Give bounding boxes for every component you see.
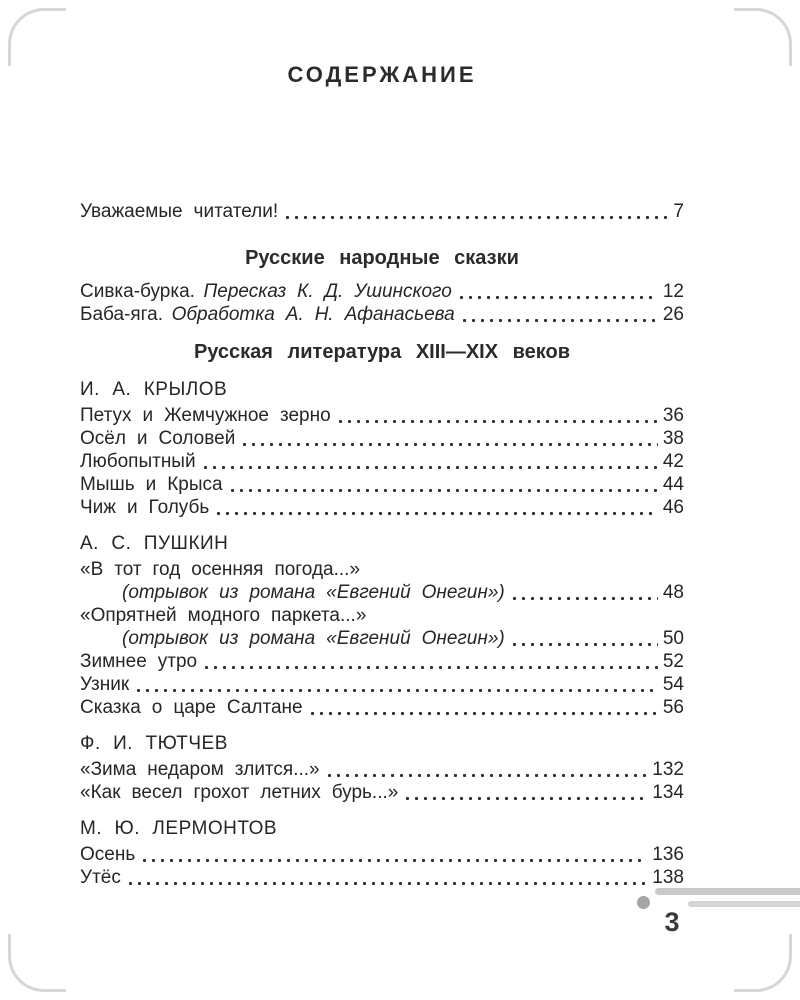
toc-entry (80, 303, 684, 326)
author-entries (80, 558, 684, 719)
dot-leader (513, 597, 658, 600)
toc-entry-multiline (80, 604, 684, 650)
footer-ornament-bar (688, 901, 800, 907)
toc-entry (80, 200, 684, 223)
section-heading-literature: Русская литература XIII—XIX веков (193, 341, 571, 363)
page-border-corner (734, 934, 792, 992)
entry-page: 138 (652, 867, 684, 888)
toc-entry (80, 427, 684, 450)
author-entries (80, 843, 684, 889)
toc-entry (80, 781, 684, 804)
folio-page-number: 3 (664, 907, 680, 937)
dot-leader (243, 443, 658, 446)
entry-title: «Опрятней модного паркета...» (80, 605, 367, 626)
entry-page: 26 (662, 304, 684, 325)
entry-page: 56 (662, 697, 684, 718)
dot-leader (143, 859, 647, 862)
author-pushkin: А. С. ПУШКИН (80, 533, 229, 554)
entry-title: Утёс (80, 867, 121, 888)
author-tyutchev: Ф. И. ТЮТЧЕВ (80, 733, 228, 754)
dot-leader (311, 712, 658, 715)
entry-title: Уважаемые читатели! (80, 201, 279, 222)
entry-title: Чиж и Голубь (80, 497, 210, 518)
entry-page: 42 (662, 451, 684, 472)
entry-page: 136 (652, 844, 684, 865)
entry-page: 132 (652, 759, 684, 780)
page-title: СОДЕРЖАНИЕ (287, 62, 477, 87)
entry-title: Сивка-бурка. (80, 281, 195, 302)
entry-title: Зимнее утро (80, 651, 198, 672)
dot-leader (328, 774, 648, 777)
author-lermontov: М. Ю. ЛЕРМОНТОВ (80, 818, 278, 839)
page-border-corner (8, 934, 66, 992)
entry-title: «Как весел грохот летних бурь...» (80, 782, 399, 803)
toc-entry (80, 696, 684, 719)
dot-leader (217, 512, 658, 515)
entry-page: 54 (662, 674, 684, 695)
author-entries (80, 758, 684, 804)
section-entries (80, 280, 684, 326)
entry-title: «Зима недаром злится...» (80, 759, 320, 780)
toc-entry (80, 473, 684, 496)
page-border-corner (734, 8, 792, 66)
entry-page: 52 (662, 651, 684, 672)
entry-title: Сказка о царе Салтане (80, 697, 303, 718)
entry-note: Пересказ К. Д. Ушинского (203, 281, 452, 302)
toc-entry (80, 650, 684, 673)
toc-page (80, 0, 684, 889)
toc-entry (80, 673, 684, 696)
entry-page: 36 (662, 405, 684, 426)
toc-entry (80, 758, 684, 781)
entry-page: 44 (662, 474, 684, 495)
entry-title: Петух и Жемчужное зерно (80, 405, 331, 426)
entry-title: Осёл и Соловей (80, 428, 236, 449)
dot-leader (406, 797, 647, 800)
toc-entry (80, 280, 684, 303)
footer-ornament-bar (655, 888, 800, 895)
dot-leader (286, 216, 668, 219)
footer-ornament-dot (637, 896, 650, 909)
dot-leader (231, 489, 658, 492)
dot-leader (137, 689, 658, 692)
entry-note: (отрывок из романа «Евгений Онегин») (122, 628, 505, 649)
entry-page: 12 (662, 281, 684, 302)
entry-title: «В тот год осенняя погода...» (80, 559, 361, 580)
entry-title: Любопытный (80, 451, 196, 472)
toc-entry-multiline (80, 558, 684, 604)
page-border-corner (8, 8, 66, 66)
entry-title: Мышь и Крыса (80, 474, 223, 495)
entry-page: 134 (652, 782, 684, 803)
entry-page: 50 (662, 628, 684, 649)
entry-page: 38 (662, 428, 684, 449)
entry-page: 7 (673, 201, 684, 222)
dot-leader (339, 420, 658, 423)
entry-note: Обработка А. Н. Афанасьева (171, 304, 455, 325)
dot-leader (205, 666, 658, 669)
dot-leader (204, 466, 658, 469)
toc-entry (80, 496, 684, 519)
dot-leader (513, 643, 658, 646)
entry-title: Осень (80, 844, 136, 865)
dot-leader (460, 296, 658, 299)
dot-leader (463, 319, 658, 322)
toc-entry (80, 843, 684, 866)
entry-title: Узник (80, 674, 130, 695)
toc-entry (80, 450, 684, 473)
entry-page: 46 (662, 497, 684, 518)
entry-page: 48 (662, 582, 684, 603)
dot-leader (129, 882, 647, 885)
toc-entry (80, 866, 684, 889)
entry-note: (отрывок из романа «Евгений Онегин») (122, 582, 505, 603)
entry-title: Баба-яга. (80, 304, 164, 325)
author-krylov: И. А. КРЫЛОВ (80, 379, 228, 400)
toc-entry (80, 404, 684, 427)
author-entries (80, 404, 684, 519)
section-heading-folk: Русские народные сказки (245, 247, 519, 269)
